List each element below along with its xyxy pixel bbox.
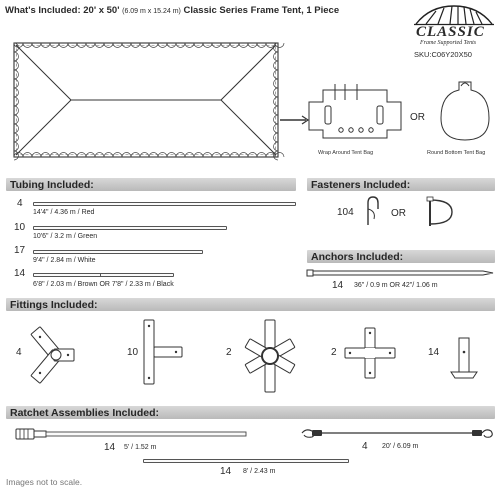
corner-fitting-icon: [28, 325, 84, 385]
fitting-count-3: 2: [226, 347, 232, 358]
r-clip-icon: [362, 195, 382, 227]
round-bag-caption: Round Bottom Tent Bag: [427, 150, 486, 156]
tubing-count-red: 4: [17, 198, 23, 209]
ratchet-strap-icon: [16, 427, 246, 441]
anchors-section-title: Anchors Included:: [311, 251, 404, 263]
tent-logo-icon: [410, 4, 498, 26]
tube-white: [33, 250, 203, 254]
fasteners-section-title: Fasteners Included:: [311, 179, 411, 191]
logo-word: CLASSIC: [416, 24, 485, 40]
tube-green: [33, 226, 227, 230]
fitting-count-1: 4: [16, 347, 22, 358]
tubing-section-title: Tubing Included:: [10, 179, 94, 191]
anchor-label: 36" / 0.9 m OR 42"/ 1.06 m: [354, 282, 438, 289]
page-title: [5, 5, 339, 16]
wrap-bag-caption: Wrap Around Tent Bag: [318, 150, 374, 156]
fastener-count: 104: [337, 207, 354, 218]
ratchet-label: 5' / 1.52 m: [124, 444, 157, 451]
title-main: What's Included: 20' x 50': [5, 5, 120, 16]
base-plate-icon: [451, 336, 477, 380]
tubing-label-green: 10'6" / 3.2 m / Green: [33, 233, 98, 240]
title-metric: (6.09 m x 15.24 m): [122, 8, 181, 15]
fitting-count-5: 14: [428, 347, 440, 358]
bar-count: 14: [220, 466, 232, 477]
tube-red: [33, 202, 296, 206]
footnote: Images not to scale.: [6, 477, 83, 487]
tubing-count-white: 17: [14, 245, 26, 256]
fittings-section-title: Fittings Included:: [10, 299, 98, 311]
cross-fitting-icon: [345, 328, 395, 378]
valance-scallops: [14, 43, 284, 160]
wrap-around-bag-icon: [305, 82, 405, 142]
fastener-or-label: OR: [391, 208, 406, 219]
sku-label: SKU:C06Y20X50: [414, 50, 472, 59]
bag-or-label: OR: [410, 112, 425, 123]
bar-label: 8' / 2.43 m: [243, 468, 276, 475]
tubing-count-brown-black: 14: [14, 268, 26, 279]
center-hub-fitting-icon: [232, 320, 308, 392]
tube-black: [100, 273, 174, 277]
round-bottom-bag-icon: [437, 78, 493, 144]
cable-icon: [300, 426, 494, 440]
fitting-count-4: 2: [331, 347, 337, 358]
tubing-label-red: 14'4" / 4.36 m / Red: [33, 209, 95, 216]
classic-logo: [410, 4, 498, 48]
tubing-label-white: 9'4" / 2.84 m / White: [33, 257, 96, 264]
d-ring-pin-icon: [422, 194, 456, 230]
cable-count: 4: [362, 441, 368, 452]
cable-label: 20' / 6.09 m: [382, 443, 419, 450]
tubing-label-brown-black: 6'8" / 2.03 m / Brown OR 7'8" / 2.33 m / Black: [33, 281, 174, 288]
stake-icon: [307, 268, 495, 278]
fitting-count-2: 10: [127, 347, 139, 358]
ratchet-bar: [143, 459, 349, 463]
tubing-count-green: 10: [14, 222, 26, 233]
ratchet-count: 14: [104, 442, 116, 453]
logo-tagline: Frame Supported Tents: [420, 40, 477, 46]
t-fitting-icon: [142, 320, 182, 384]
anchor-count: 14: [332, 280, 344, 291]
ratchets-section-title: Ratchet Assemblies Included:: [10, 407, 159, 419]
tent-valance: [11, 40, 281, 160]
title-rest: Classic Series Frame Tent, 1 Piece: [183, 5, 340, 16]
